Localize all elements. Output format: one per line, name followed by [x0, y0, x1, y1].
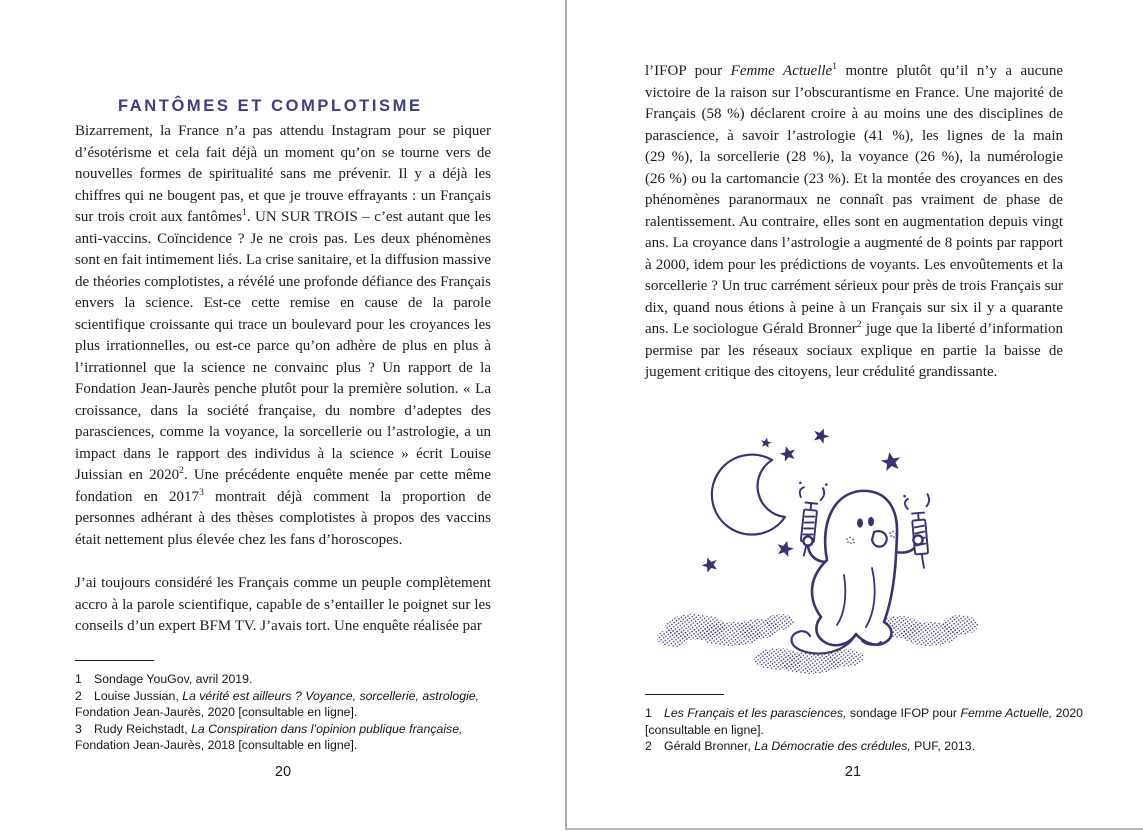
ghost-eye	[868, 517, 874, 526]
text-run: montrait déjà comment la proportion de personnes adhérant à des thèses complotistes à propos des vaccins était nettement plus élevée chez les fans d’horoscopes.	[75, 488, 491, 548]
cloud-texture-right	[878, 615, 978, 646]
text-run: Louise Jussian,	[94, 688, 183, 703]
italic-title: Femme Actuelle,	[960, 706, 1053, 720]
text-run: Bizarrement, la France n’a pas attendu Instagram pour se piquer d’ésotérisme et cela fait déjà un moment qu’on se tourne vers de nouvelles formes de spiritualité sans me prévenir. Il y a déjà les chiffres qui ne bougent pas, et que je trouve effrayants : un Français sur trois croit aux fantômes	[75, 123, 491, 225]
footnote	[645, 738, 1085, 755]
paragraph	[75, 121, 491, 551]
star-icon	[760, 437, 773, 449]
italic-title: Femme Actuelle	[730, 63, 833, 79]
footnote-ref: 1	[832, 62, 837, 72]
footnote-number: 1	[75, 672, 82, 686]
text-run: Gérald Bronner,	[664, 739, 755, 754]
right-body-text	[645, 61, 1063, 384]
footnote-ref: 2	[179, 466, 184, 476]
paragraph	[645, 61, 1063, 384]
star-icon	[775, 539, 795, 558]
ghost-eye	[857, 518, 863, 527]
text-run: sondage IFOP pour	[846, 706, 961, 720]
star-icon	[811, 426, 831, 445]
italic-title: La Démocratie des crédules,	[754, 739, 911, 754]
left-body-text	[75, 121, 491, 638]
paragraph: J’ai toujours considéré les Français comme un peuple complètement accro à la parole scientifique, capable de s’entailler le poignet sur les conseils d’un expert BFM TV. J’avais tort. Une enquête réalisée par	[75, 575, 491, 634]
footnote-number: 3	[75, 721, 82, 736]
ghost-left-arm	[808, 546, 825, 562]
star-icon	[778, 444, 797, 462]
page-bottom-edge	[565, 828, 1143, 830]
text-run: Sondage YouGov, avril 2019.	[94, 672, 253, 686]
ghost-body	[812, 491, 897, 645]
page-number-right: 21	[844, 764, 862, 780]
footnote	[645, 705, 1085, 738]
footnote-rule	[645, 694, 724, 695]
italic-title: La Conspiration dans l’opinion publique française,	[191, 721, 463, 736]
text-run: Fondation Jean-Jaurès, 2020 [consultable en ligne].	[75, 705, 358, 720]
star-icon	[879, 450, 902, 471]
crescent-moon-icon	[712, 455, 785, 535]
text-run: montre plutôt qu’il n’y a aucune victoire de la raison sur l’obscurantisme en France. Une majorité de Français (58 %) déclarent croire à au moins une des disciplines de parascience, à savoir l’astrologie (41 %), les lignes de la main (29 %), la sorcellerie (28 %), la voyance (26 %), la numérologie (26 %) ou la cartomancie (23 %). Et la montée des croyances en des phénomènes paranormaux ne connaît pas vraiment de phase de ralentissement. Au contraire, elles sont en augmentation depuis vingt ans. La croyance dans l’astrologie a augmenté de 8 points par rapport à 2000, idem pour les prédictions de voyants. Les envoûtements et la sorcellerie ? Un truc carrément sérieux pour près de trois Français sur dix, quand nous étions à peine à un Français sur six il y a quarante ans. Le sociologue Gérald Bronner	[645, 63, 1063, 337]
text-run: Rudy Reichstadt,	[94, 721, 192, 736]
footnote-number: 2	[75, 688, 82, 703]
text-run: . Une précédente enquête menée par cette même fondation en 2017	[75, 467, 491, 505]
footnote-number: 2	[645, 739, 652, 754]
left-footnotes	[75, 660, 519, 754]
cloud-texture-left	[657, 614, 794, 647]
page-number-left: 20	[274, 764, 292, 780]
ghost-mouth	[872, 531, 887, 546]
footnote-ref: 2	[856, 320, 862, 330]
right-footnotes	[645, 694, 1085, 755]
page-gutter-divider	[565, 0, 567, 829]
text-run: juge que la liberté d’information permise par les réseaux sociaux explique en partie la baisse de jugement critique des citoyens, leur crédulité grandissante.	[645, 321, 1063, 380]
footnote-ref: 3	[199, 487, 204, 498]
footnote-number: 1	[645, 706, 652, 720]
star-icon	[700, 555, 720, 574]
text-run: PUF, 2013.	[910, 739, 976, 754]
italic-title: Les Français et les parasciences,	[664, 706, 847, 720]
footnote	[75, 688, 519, 721]
text-run: l’IFOP pour	[645, 63, 731, 79]
syringe-icon-right	[903, 493, 935, 569]
ghost-right-hand	[913, 535, 922, 544]
chapter-heading: FANTÔMES ET COMPLOTISME	[118, 97, 423, 116]
footnote-ref: 1	[242, 208, 247, 218]
footnote-rule	[75, 660, 154, 661]
text-run: Fondation Jean-Jaurès, 2018 [consultable en ligne].	[75, 738, 358, 753]
footnote	[75, 671, 519, 688]
text-run: 2020 [consultable en ligne].	[645, 706, 1084, 737]
ghost-left-hand	[803, 536, 812, 545]
ghost-illustration	[648, 410, 980, 692]
italic-title: La vérité est ailleurs ? Voyance, sorcellerie, astrologie,	[182, 688, 480, 703]
footnote	[75, 721, 519, 754]
text-run: . UN SUR TROIS – c’est autant que les anti-vaccins. Coïncidence ? Je ne crois pas. Les deux phénomènes sont en fait intimement liés. La crise sanitaire, et la diffusion massive de théories complotistes, a révélé une profonde défiance des Français envers la science. Est-ce cette remise en cause de la parole scientifique croissante qui trace un boulevard pour les croyances les plus irrationnelles, ou est-ce parce qu’on adhère de plus en plus à l’irrationnel que la science ne convainc plus ? Un rapport de la Fondation Jean-Jaurès penche plutôt pour la première solution. « La croissance, dans la société française, du nombre d’adeptes des parasciences, comme la voyance, la sorcellerie ou l’astrologie, a un impact dans le rapport des individus à la science » écrit Louise Juissian en 2020	[75, 209, 491, 483]
